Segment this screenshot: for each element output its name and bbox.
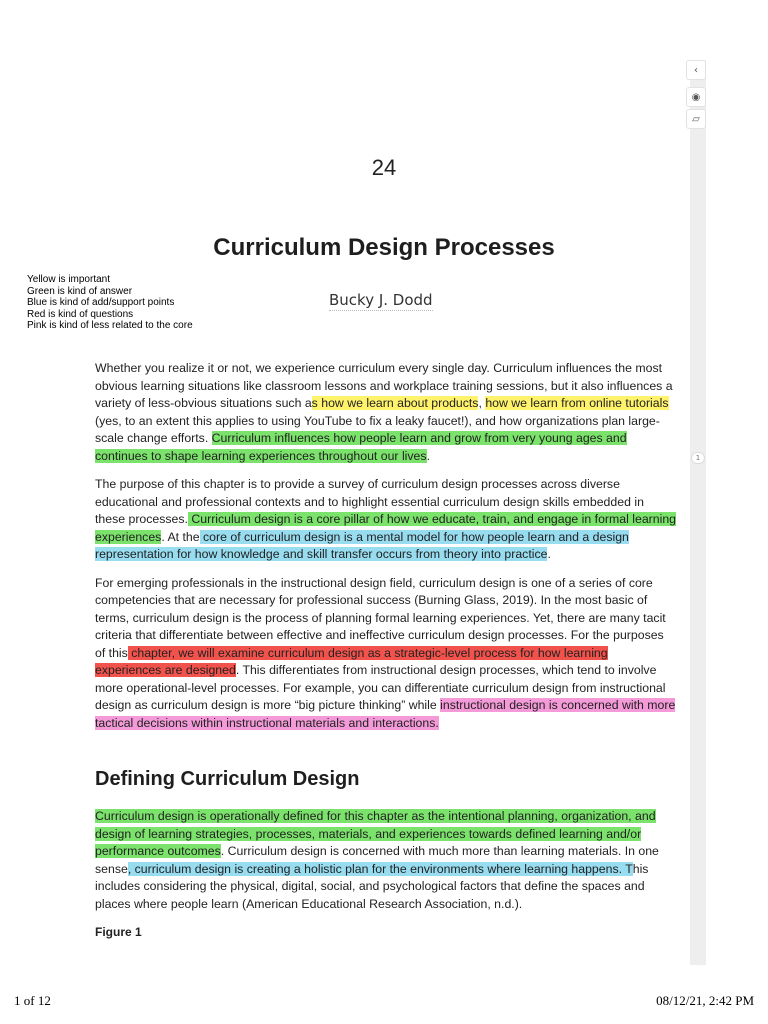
legend-item-red: Red is kind of questions (27, 308, 134, 320)
highlight-green[interactable]: Curriculum influences how people learn and grow from very young ages and continues to shape learning experiences throughout our lives (95, 431, 627, 463)
text-run: . At the (161, 529, 200, 544)
text-run: . Curriculum design is concerned with much more than learning materials. In one sense (95, 844, 659, 876)
note-icon[interactable]: ▱ (686, 109, 706, 129)
scroll-page-marker[interactable]: 1 (691, 452, 705, 464)
paragraph-emerging-professionals (95, 575, 677, 733)
highlight-green[interactable]: Curriculum design is a core pillar of how we educate, train, and engage in formal learning experiences (95, 512, 677, 544)
text-run: . (426, 448, 430, 463)
highlight-yellow[interactable]: how we learn from online tutorials (485, 396, 669, 410)
text-run: , (478, 396, 486, 410)
highlight-red[interactable]: chapter, we will examine curriculum design as a strategic-level process for how learning experiences are designed (95, 645, 608, 677)
highlight-blue[interactable]: , curriculum design is creating a holistic plan for the environments where learning happens. T (127, 861, 633, 876)
paragraph-intro (95, 360, 677, 465)
eye-icon[interactable]: ◉ (686, 87, 706, 107)
legend-item-yellow: Yellow is important (27, 274, 111, 285)
page-title: Curriculum Design Processes (213, 234, 555, 261)
text-run: . (547, 547, 551, 561)
highlight-blue[interactable]: core of curriculum design is a mental model for how people learn and a design representation for how knowledge and skill transfer occurs from theory into practice (95, 529, 629, 561)
text-run: For emerging professionals in the instructional design field, curriculum design is one of a series of core competencies that are necessary for professional success (Burning Glass, 2019). In the most basic of terms, curriculum design is the process of planning formal learning experiences. Yet, there are many tacit criteria that differentiate between effective and ineffective curriculum design processes. For the purposes of this (95, 575, 666, 660)
legend-item-green: Green is kind of answer (27, 285, 133, 297)
legend-item-pink: Pink is kind of less related to the core (27, 320, 193, 332)
text-run: The purpose of this chapter is to provide a survey of curriculum design processes across diverse educational and professional contexts and to highlight essential curriculum design skills embedded in these processes. (95, 477, 644, 526)
section-heading: Defining Curriculum Design (95, 768, 360, 790)
paragraph-definition (95, 808, 677, 913)
chapter-number: 24 (371, 155, 397, 180)
highlight-green[interactable]: Curriculum design is operationally defined for this chapter as the intentional planning, organization, and design of learning strategies, processes, materials, and experiences towards defined learning and/or performance outcomes (95, 809, 656, 858)
text-run: . This differentiates from instructional design processes, which tend to involve more operational-level processes. For example, you can differentiate curriculum design from instructional design as curriculum design is more “big picture thinking” while (95, 663, 666, 712)
text-run: Whether you realize it or not, we experience curriculum every single day. Curriculum influences the most obvious learning situations like classroom lessons and workplace training sessions, but it also influences a variety of less-obvious situations such a (95, 361, 673, 410)
print-datetime: 08/12/21, 2:42 PM (656, 993, 754, 1008)
document-body (95, 360, 677, 942)
highlight-yellow[interactable]: s how we learn about products (311, 396, 479, 410)
author-name: Bucky J. Dodd (329, 291, 433, 309)
legend-item-blue: Blue is kind of add/support points (27, 297, 175, 309)
scrollbar-track[interactable] (690, 60, 706, 965)
figure-label: Figure 1 (95, 925, 142, 939)
highlight-legend (27, 274, 193, 332)
highlight-pink[interactable]: instructional design is concerned with more tactical decisions within instructional materials and interactions. (95, 698, 676, 730)
text-run: (yes, to an extent this applies to using YouTube to fix a leaky faucet!), and how organizations plan large-scale change efforts. (95, 413, 660, 445)
page-count: 1 of 12 (14, 993, 51, 1008)
collapse-icon[interactable]: ‹ (686, 60, 706, 80)
paragraph-purpose (95, 476, 677, 564)
text-run: his includes considering the physical, digital, social, and psychological factors that define the spaces and places where people learn (American Educational Research Association, n.d.). (95, 861, 649, 911)
